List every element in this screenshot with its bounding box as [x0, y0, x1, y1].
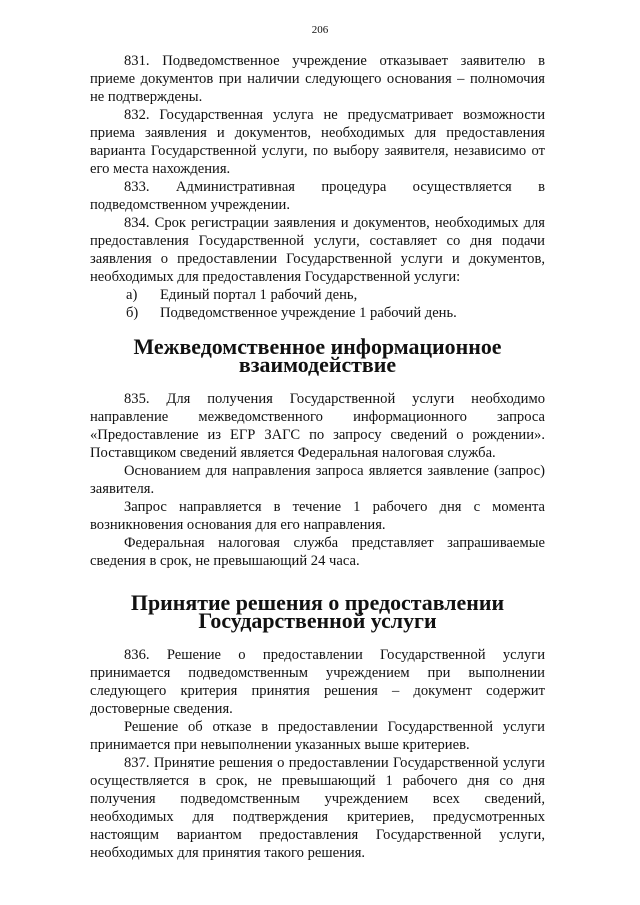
section-heading-decision: Принятие решения о предоставлении Государственной услуги	[130, 590, 505, 633]
paragraph-832: 832. Государственная услуга не предусматривает возможности приема заявления и документов, необходимых для предоставления варианта Государственной услуги, по выбору заявителя, независимо от его места нахождения.	[90, 107, 545, 177]
section-heading-interagency: Межведомственное информационное взаимодействие	[133, 334, 502, 377]
paragraph-834: 834. Срок регистрации заявления и документов, необходимых для предоставления Государственной услуги, составляет со дня подачи заявления о предоставлении Государственной услуги и документов, необходимых для предоставления Государственной услуги:	[90, 215, 545, 285]
list-item-b	[90, 304, 545, 322]
paragraph-836: 836. Решение о предоставлении Государственной услуги принимается подведомственным учреждением при выполнении следующего критерия принятия решения – документ содержит достоверные сведения.	[90, 647, 545, 717]
paragraph-831: 831. Подведомственное учреждение отказывает заявителю в приеме документов при наличии следующего основания – полномочия не подтверждены.	[90, 53, 545, 105]
list-marker: а)	[126, 287, 138, 303]
paragraph-fns-response: Федеральная налоговая служба представляет запрашиваемые сведения в срок, не превышающий 24 часа.	[90, 535, 545, 569]
page-number: 206	[311, 24, 329, 36]
paragraph-request-timing: Запрос направляется в течение 1 рабочего дня с момента возникновения основания для его направления.	[90, 499, 545, 533]
paragraph-refusal: Решение об отказе в предоставлении Государственной услуги принимается при невыполнении указанных выше критериев.	[90, 719, 545, 753]
paragraph-833: 833. Административная процедура осуществляется в подведомственном учреждении.	[90, 179, 545, 213]
paragraph-835: 835. Для получения Государственной услуги необходимо направление межведомственного информационного запроса «Предоставление из ЕГР ЗАГС по запросу сведений о рождении». Поставщиком сведений является Федеральная налоговая служба.	[90, 391, 545, 461]
list-item-a	[90, 286, 545, 304]
list-marker: б)	[126, 305, 139, 321]
document-body	[90, 52, 545, 862]
paragraph-request-basis: Основанием для направления запроса является заявление (запрос) заявителя.	[90, 463, 545, 497]
list-item-text: Единый портал 1 рабочий день,	[160, 287, 358, 303]
paragraph-837: 837. Принятие решения о предоставлении Государственной услуги осуществляется в срок, не превышающий 1 рабочего дня со дня получения подведомственным учреждением всех сведений, необходимых для подтверждения критериев, предусмотренных настоящим вариантом предоставления Государственной услуги, необходимых для принятия такого решения.	[90, 755, 545, 861]
list-item-text: Подведомственное учреждение 1 рабочий день.	[160, 305, 457, 321]
